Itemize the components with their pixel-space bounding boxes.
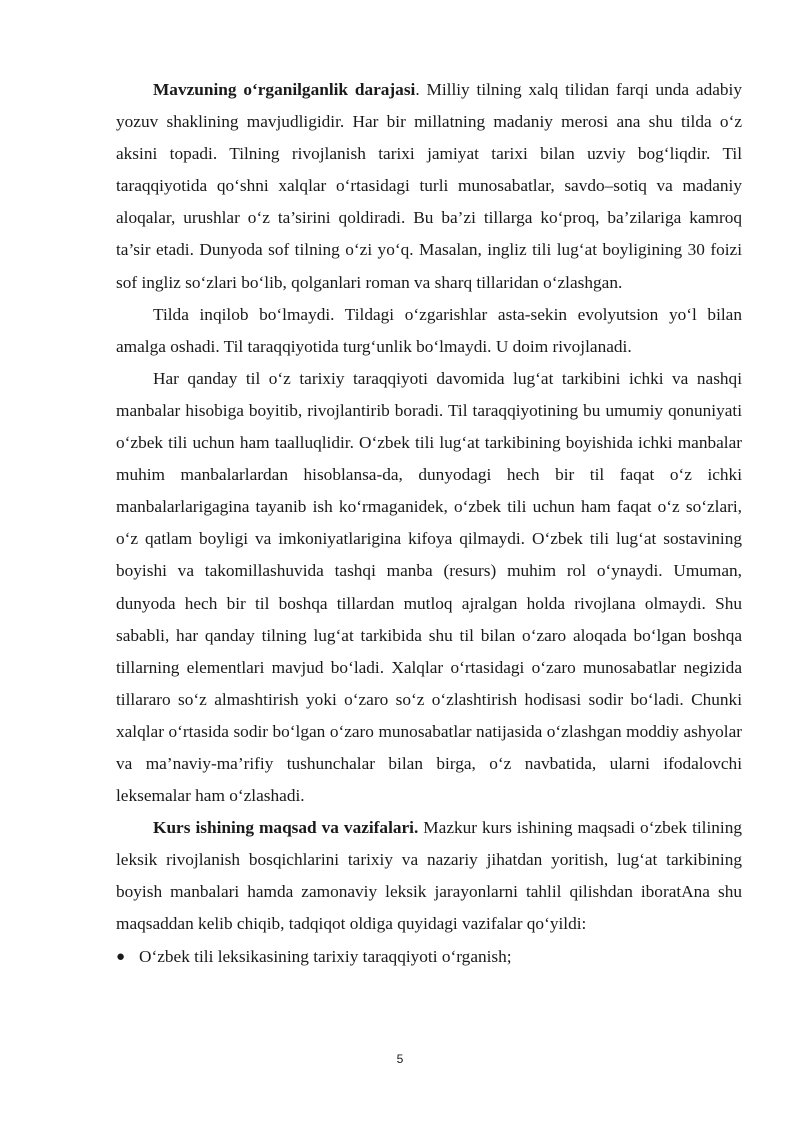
body-text — [116, 74, 742, 973]
paragraph-lexical-enrichment — [116, 363, 742, 812]
list-item — [116, 941, 742, 973]
paragraph-heading: Mavzuning o‘rganilganlik darajasi — [153, 80, 416, 99]
paragraph-text: Har qanday til o‘z tarixiy taraqqiyoti davomida lug‘at tarkibini ichki va nashqi manbalar hisobiga boyitib, rivojlantirib boradi. Til taraqqiyotining bu umumiy qonuniyati o‘zbek tili uchun ham taalluqlidir. O‘zbek tili lug‘at tarkibining boyishida ichki manbalar muhim manbalarlardan hisoblansa-da, dunyodagi hech bir til faqat o‘z ichki manbalarlarigagina tayanib ish ko‘rmaganidek, o‘zbek tili uchun ham faqat o‘z so‘zlari, o‘z qatlam boyligi va imkoniyatlarigina kifoya qilmaydi. O‘zbek tili lug‘at sostavining boyishi va takomillashuvida tashqi manba (resurs) muhim rol o‘ynaydi. Umuman, dunyoda hech bir til boshqa tillardan mutloq ajralgan holda rivojlana olmaydi. Shu sababli, har qanday tilning lug‘at tarkibida shu til bilan o‘zaro aloqada bo‘lgan boshqa tillarning elementlari mavjud bo‘ladi. Xalqlar o‘rtasidagi o‘zaro munosabatlar negizida tillararo so‘z almashtirish yoki o‘zaro so‘z o‘zlashtirish hodisasi sodir bo‘ladi. Chunki xalqlar o‘rtasida sodir bo‘lgan o‘zaro munosabatlar natijasida o‘zlashgan moddiy ashyolar va ma’naviy-ma’rifiy tushunchalar bilan birga, o‘z navbatida, ularni ifodalovchi leksemalar ham o‘zlashadi. — [116, 368, 742, 806]
paragraph-text: . Milliy tilning xalq tilidan farqi unda adabiy yozuv shaklining mavjudligidir. Har bir millatning madaniy merosi ana shu tilda o‘z aksini topadi. Tilning rivojlanish tarixi jamiyat tarixi bilan uzviy bog‘liqdir. Til taraqqiyotida qo‘shni xalqlar o‘rtasidagi turli munosabatlar, savdo–sotiq va madaniy aloqalar, urushlar o‘z ta’sirini qoldiradi. Bu ba’zi tillarga ko‘proq, ba’zilariga kamroq ta’sir etadi. Dunyoda sof tilning o‘zi yo‘q. Masalan, ingliz tili lug‘at boyligining 30 foizi sof ingliz so‘zlari bo‘lib, qolganlari roman va sharq tillaridan o‘zlashgan. — [116, 80, 742, 292]
page-number: 5 — [396, 1052, 404, 1066]
paragraph-text: Tilda inqilob bo‘lmaydi. Tildagi o‘zgarishlar asta-sekin evolyutsion yo‘l bilan amalga oshadi. Til taraqqiyotida turg‘unlik bo‘lmaydi. U doim rivojlanadi. — [116, 304, 742, 356]
paragraph-heading: Kurs ishining maqsad va vazifalari. — [153, 818, 419, 838]
paragraph-text: Mazkur kurs ishining maqsadi o‘zbek tilining leksik rivojlanish bosqichlarini tarixiy va nazariy jihatdan yoritish, lug‘at tarkibining boyish manbalari hamda zamonaviy leksik jarayonlarni tahlil qilishdan iboratAna shu maqsaddan kelib chiqib, tadqiqot oldiga quyidagi vazifalar qo‘yildi: — [116, 818, 742, 934]
paragraph-study-level — [116, 74, 742, 299]
paragraph-goals — [116, 812, 742, 940]
bullet-icon: ● — [116, 948, 126, 965]
paragraph-no-revolution — [116, 299, 742, 363]
list-item-text: O‘zbek tili leksikasining tarixiy taraqqiyoti o‘rganish; — [139, 946, 512, 966]
